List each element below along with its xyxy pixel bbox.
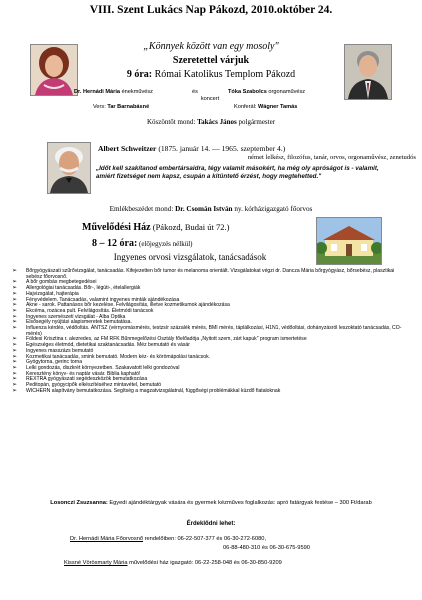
motto: „Könnyek között van egy mosoly" — [143, 41, 279, 52]
list-item-text: REXTRA gyógyászati segédeszközök bemutatkozása — [26, 376, 148, 383]
list-item-text: Földesi Krisztina r. alezredes, az FM RFK Bűnmegelőzési Osztály főelőadója „Nyitott szem, zárt kapuk" program ismertetése — [26, 336, 307, 343]
memorial-speech-line — [0, 205, 422, 213]
schweitzer-dates: (1875. január 14. — 1965. szeptember 4.) — [156, 144, 286, 153]
venue-name: Művelődési Ház — [82, 222, 151, 233]
hours-range: 8 – 12 óra: — [92, 238, 138, 249]
arrow-bullet-icon: ➢ — [12, 285, 18, 292]
venue-address: (Pákozd, Budai út 72.) — [150, 222, 230, 232]
arrow-bullet-icon: ➢ — [12, 342, 18, 349]
arrow-bullet-icon: ➢ — [12, 279, 18, 286]
arrow-bullet-icon: ➢ — [12, 364, 18, 371]
venue-line — [82, 222, 312, 233]
services-list — [12, 269, 410, 394]
event-1-hour: 9 óra: — [126, 69, 153, 80]
speech-name: Dr. Csomán István — [175, 205, 233, 213]
list-item-text: Ingyenes masszázs bemutató — [26, 347, 94, 354]
fair-text: Egyedi ajándéktárgyak vására és gyermek kézműves foglalkozás: apró fatárgyak festése – 300 Ft/darab — [107, 500, 372, 506]
hours-note: (előjegyzés nélkül) — [137, 240, 193, 248]
contact-1-name: Dr. Hernádi Mária Főorvosnő — [70, 536, 144, 542]
building-icon — [317, 218, 381, 264]
schweitzer-quote: „Időt kell szakítanod embertársaidra, tégy valamit másokért, ha még oly apróságot is - valamit, amiért fizetséget nem kapsz, csupán a kitüntető érzést, hogy megtehetted." — [96, 165, 379, 180]
host-label: Konferál: — [234, 104, 258, 110]
portrait-man-icon — [345, 45, 391, 99]
arrow-bullet-icon: ➢ — [12, 370, 18, 377]
arrow-bullet-icon: ➢ — [12, 382, 18, 389]
verse-name: Tar Barnabásné — [107, 104, 150, 110]
performer-2-role: orgonaművész — [266, 89, 306, 95]
list-item-text: WICHERN alapítvány bemutatkozása. Segítség a magzatvizsgálatnál, függőségi problémákkal küzdő fiataloknak — [26, 387, 281, 394]
greeting-role: polgármester — [236, 118, 276, 126]
event-1-place: Római Katolikus Templom Pákozd — [152, 69, 296, 80]
arrow-bullet-icon: ➢ — [12, 347, 18, 354]
list-item-text: Bőrgyógyászati szűrővizsgálat, tanácsadás. Kifejezetten bőr tumor és melanoma orientált. Vizsgálatokat végzi dr. Dancza Mária bőrgyógyász, bőrsebész, plasztikai sebész főorvosnő. — [26, 268, 395, 280]
list-item-text: Egészséges életmód, dietetikai szaktanácsadás. Méz bemutató és vásár — [26, 342, 190, 349]
contact-2-name: Kissné Vörösmarty Mária — [64, 560, 128, 566]
photo-hernadi-maria — [30, 44, 78, 96]
performer-2-name: Tóka Szabolcs — [228, 89, 267, 95]
arrow-bullet-icon: ➢ — [12, 359, 18, 366]
greeting-name: Takács János — [197, 118, 237, 126]
arrow-bullet-icon: ➢ — [12, 387, 18, 394]
list-item-text: Fényvédelem. Tanácsadás, valamint ingyenes minták ajándékozása — [26, 296, 180, 303]
list-item-text: Ekcéma, rozácea pult. Felvilágosítás. Életmódi tanácsok — [26, 307, 154, 314]
list-item-text: Influenza kérdés, védőoltás. ÁNTSZ (vérnyomásmérés, testzsír százalék mérés, BMI mérés, táplálkozási, H1N1, védőoltási, dohányzásról leszoktató tanácsadás, CO-mérés) — [26, 325, 402, 337]
contact-1-line — [70, 536, 420, 542]
greeting-line — [0, 118, 422, 126]
host-name: Wágner Tamás — [257, 104, 298, 110]
fair-name: Losonczi Zsuzsanna: — [50, 500, 108, 506]
arrow-bullet-icon: ➢ — [12, 290, 18, 297]
arrow-bullet-icon: ➢ — [12, 319, 18, 326]
arrow-bullet-icon: ➢ — [12, 325, 18, 332]
photo-culture-house — [316, 217, 382, 265]
performer-1-role: énekművész — [120, 89, 153, 95]
list-item — [12, 389, 410, 395]
greeting-label: Köszöntőt mond: — [146, 118, 198, 126]
contact-1-text: rendelőiben: 06-22-507-377 és 06-30-272-6080, — [143, 536, 267, 542]
arrow-bullet-icon: ➢ — [12, 376, 18, 383]
invite-heading: Szeretettel várjuk — [172, 55, 250, 66]
schweitzer-desc: német lelkész, filozófus, tanár, orvos, orgonaművész, zenetudós — [247, 154, 416, 161]
photo-toka-szabolcs — [344, 44, 392, 100]
arrow-bullet-icon: ➢ — [12, 307, 18, 314]
portrait-schweitzer-icon — [48, 143, 90, 193]
performers-and: és — [192, 89, 198, 95]
page-title: VIII. Szent Lukács Nap Pákozd, 2010.október 24. — [89, 4, 333, 16]
arrow-bullet-icon: ➢ — [12, 302, 18, 309]
list-item-text: Keresztény könyv- és naptár vásár. Biblia kapható! — [26, 370, 141, 377]
list-item-text: Hajvizsgálat, hajterápia — [26, 290, 79, 297]
contact-2-text: művelődési ház igazgató: 06-22-258-048 és 06-30-850-9209 — [127, 560, 282, 566]
fair-paragraph — [30, 500, 392, 507]
event-1-line — [80, 69, 342, 80]
contact-1-line-2: 06-88-480-310 és 06-30-675-9590 — [223, 545, 310, 551]
list-item-text: Kozmetikai tanácsadás, smink bemutató. Modern kéz- és körömápolási tanácsok. — [26, 353, 211, 360]
list-item-text: Ingyenes szemészeti vizsgálat - Alba Optika — [26, 313, 126, 320]
list-item-text: Gyógytorna, gerinc torna — [26, 359, 83, 366]
services-subtitle: Ingyenes orvosi vizsgálatok, tanácsadások — [113, 252, 267, 262]
portrait-woman-icon — [31, 45, 77, 95]
list-item-text: Allergológiai tanácsadás. Bőr-, légúti-, ételallergiák — [26, 285, 141, 292]
concert-label: koncert — [200, 96, 220, 102]
schweitzer-line — [98, 144, 418, 153]
arrow-bullet-icon: ➢ — [12, 353, 18, 360]
contact-title: Érdeklődni lehet: — [186, 521, 236, 527]
speech-role: ny. kórházigazgató főorvos — [232, 205, 313, 213]
photo-albert-schweitzer — [47, 142, 91, 194]
verse-host-line — [93, 104, 343, 110]
speech-label: Emlékbeszédet mond: — [109, 205, 176, 213]
list-item-text: A bőr gombás megbetegedései — [26, 279, 97, 286]
list-item-text: Elsősegély nyújtási alapismeretek bemutatása. — [26, 319, 132, 326]
arrow-bullet-icon: ➢ — [12, 313, 18, 320]
list-item-text: Lelki gondozás, diszkrét környezetben. Szakavatott lelki gondozóval — [26, 364, 180, 371]
performer-1-name: Dr. Hernádi Mária — [74, 89, 121, 95]
hours-line — [92, 238, 312, 249]
list-item-text: Akne - sarok. Pattanásos bőr kezelése. Felvilágosítás, illetve kozmetikumok ajándékozása — [26, 302, 230, 309]
arrow-bullet-icon: ➢ — [12, 268, 18, 274]
arrow-bullet-icon: ➢ — [12, 336, 18, 343]
schweitzer-name: Albert Schweitzer — [98, 144, 157, 153]
verse-label: Vers: — [93, 104, 108, 110]
list-item-text: Peditopán, gyógycipők elkészítéséhez mintavétel, bemutató — [26, 382, 162, 389]
arrow-bullet-icon: ➢ — [12, 296, 18, 303]
performers-line — [74, 89, 344, 95]
contact-2-line — [64, 560, 414, 566]
